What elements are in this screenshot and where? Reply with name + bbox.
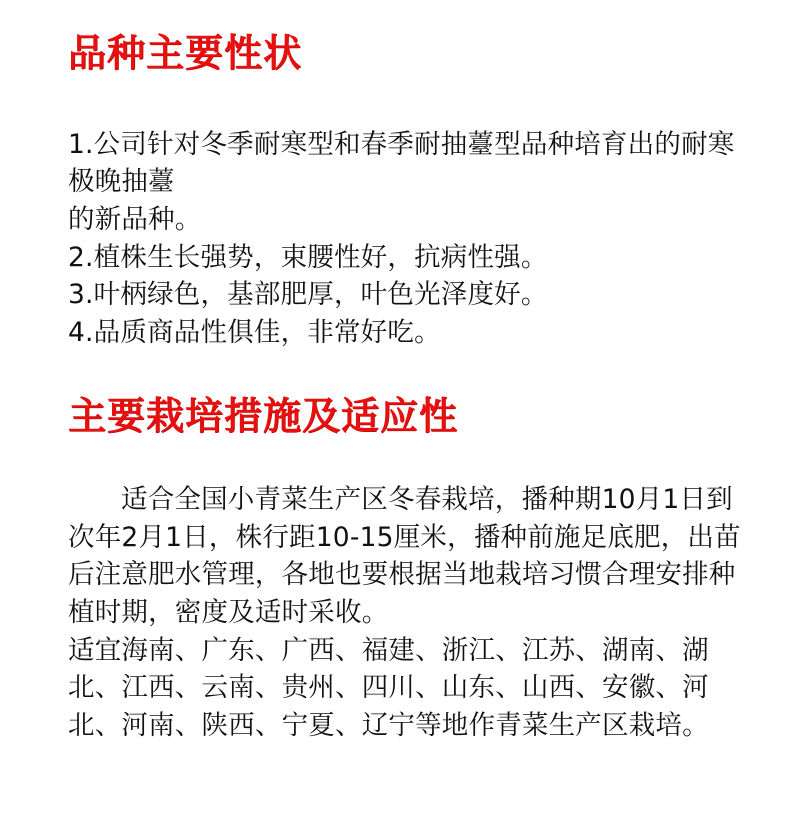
trait-line-3: 2.植株生长强势，束腰性好，抗病性强。	[68, 241, 548, 273]
trait-line-2: 的新品种。	[68, 203, 202, 235]
section-spacer	[68, 351, 750, 381]
trait-line-5: 4.品质商品性俱佳，非常好吃。	[68, 316, 441, 348]
trait-line-1: 1.公司针对冬季耐寒型和春季耐抽薹型品种培育出的耐寒极晚抽薹	[68, 128, 735, 198]
section-heading-variety-traits: 品种主要性状	[68, 31, 303, 75]
section-heading-cultivation-measures: 主要栽培措施及适应性	[68, 394, 459, 439]
suitable-regions-paragraph: 适宜海南、广东、广西、福建、浙江、江苏、湖南、湖北、江西、云南、贵州、四川、山东、山西、安徽、河北、河南、陕西、宁夏、辽宁等地作青菜生产区栽培。	[68, 634, 709, 741]
variety-traits-list	[68, 126, 750, 352]
trait-line-4: 3.叶柄绿色，基部肥厚，叶色光泽度好。	[68, 279, 548, 311]
cultivation-paragraph: 适合全国小青菜生产区冬春栽培，播种期10月1日到次年2月1日，株行距10-15厘米，播种前施足底肥，出苗后注意肥水管理，各地也要根据当地栽培习惯合理安排种植时期，密度及适时采收。	[68, 484, 741, 628]
cultivation-body	[68, 481, 750, 744]
